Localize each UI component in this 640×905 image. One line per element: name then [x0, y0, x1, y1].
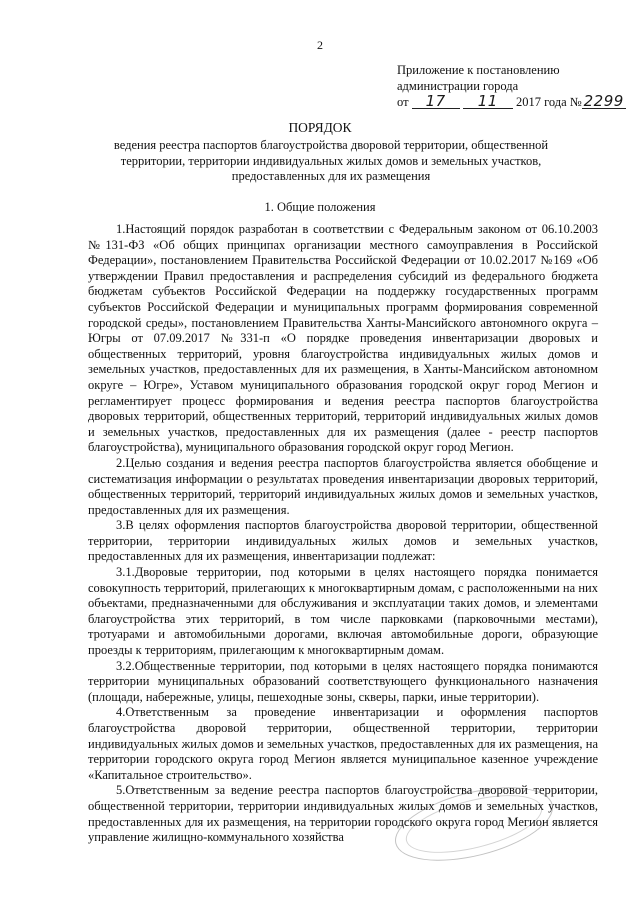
- document-subtitle: ведения реестра паспортов благоустройства дворовой территории, общественной территории, территории индивидуальных жилых домов и земельных участков, предоставленных для их размещения: [113, 138, 549, 183]
- document-number: 2299: [583, 92, 624, 110]
- paragraph: 3.В целях оформления паспортов благоустройства дворовой территории, общественной территории, территории индивидуальных жилых домов и земельных участков, предоставленных для их размещения, инвентаризации подлежат:: [88, 518, 598, 564]
- date-month: 11: [463, 94, 513, 109]
- appendix-line-2: администрации города: [397, 79, 519, 93]
- date-prefix: от: [397, 95, 409, 109]
- page-number: 2: [317, 38, 323, 52]
- paragraph: 2.Целью создания и ведения реестра паспортов благоустройства является обобщение и систематизация информации о результатах проведения инвентаризации дворовых территорий, общественных территорий, территорий индивидуальных жилых домов и земельных участков, предоставленных для их размещения.: [88, 455, 598, 517]
- paragraph: 1.Настоящий порядок разработан в соответствии с Федеральным законом от 06.10.2003 №131-ФЗ «Об общих принципах организации местного самоуправления в Российской Федерации», постановлением Правительства Российской Федерации от 10.02.2017 №169 «Об утверждении Правил предоставления и распределения субсидий из федерального бюджета бюджетам субъектов Российской Федерации на поддержку государственных программ субъектов Российской Федерации и муниципальных программ формирования современной городской среды», постановлением Правительства Ханты-Мансийского автономного округа – Югры от 07.09.2017 №331-п «О порядке проведения инвентаризации дворовых и общественных территорий, уровня благоустройства индивидуальных жилых домов и земельных участков, предоставленных для их размещения, в Ханты-Мансийском автономном округе – Югре», Уставом муниципального образования городской округ город Мегион и регламентирует процесс формирования и ведения реестра паспортов благоустройства дворовых территорий, общественных территорий, территорий индивидуальных жилых домов и земельных участков, предоставленных для их размещения (далее - реестр паспортов благоустройства), муниципального образования городской округ город Мегион.: [88, 222, 598, 455]
- appendix-block: [397, 62, 632, 110]
- date-day: 17: [412, 94, 460, 109]
- paragraph: 3.2.Общественные территории, под которыми в целях настоящего порядка понимаются территории муниципальных образований соответствующего функционального назначения (площади, набережные, улицы, пешеходные зоны, скверы, парки, иные территории).: [88, 658, 598, 704]
- paragraph: 3.1.Дворовые территории, под которыми в целях настоящего порядка понимается совокупность территорий, прилегающих к многоквартирным домам, с расположенными на них объектами, предназначенными для обслуживания и эксплуатации таких домов, и элементами благоустройства этих территорий, в том числе парковками (парковочными местами), тротуарами и автомобильными дорогами, включая автомобильные дороги, образующие проезды к территориям, прилегающим к многоквартирным домам.: [88, 565, 598, 658]
- date-year-suffix: 2017 года №: [515, 95, 582, 109]
- document-body: [88, 222, 598, 846]
- paragraph: 5.Ответственным за ведение реестра паспортов благоустройства дворовой территории, общественной территории, территории индивидуальных жилых домов и земельных участков, предоставленных для их размещения, на территории городского округа город Мегион является управление жилищно-коммунального хозяйства: [88, 783, 598, 845]
- paragraph: 4.Ответственным за проведение инвентаризации и оформления паспортов благоустройства дворовой территории, общественной территории, территории индивидуальных жилых домов и земельных участков, предоставленных для их размещения, на территории городского округа город Мегион является муниципальное казенное учреждение «Капитальное строительство».: [88, 705, 598, 782]
- appendix-line-1: Приложение к постановлению: [397, 63, 560, 77]
- section-heading: 1. Общие положения: [264, 200, 376, 214]
- document-title: ПОРЯДОК: [288, 120, 352, 135]
- appendix-date-line: [397, 94, 632, 110]
